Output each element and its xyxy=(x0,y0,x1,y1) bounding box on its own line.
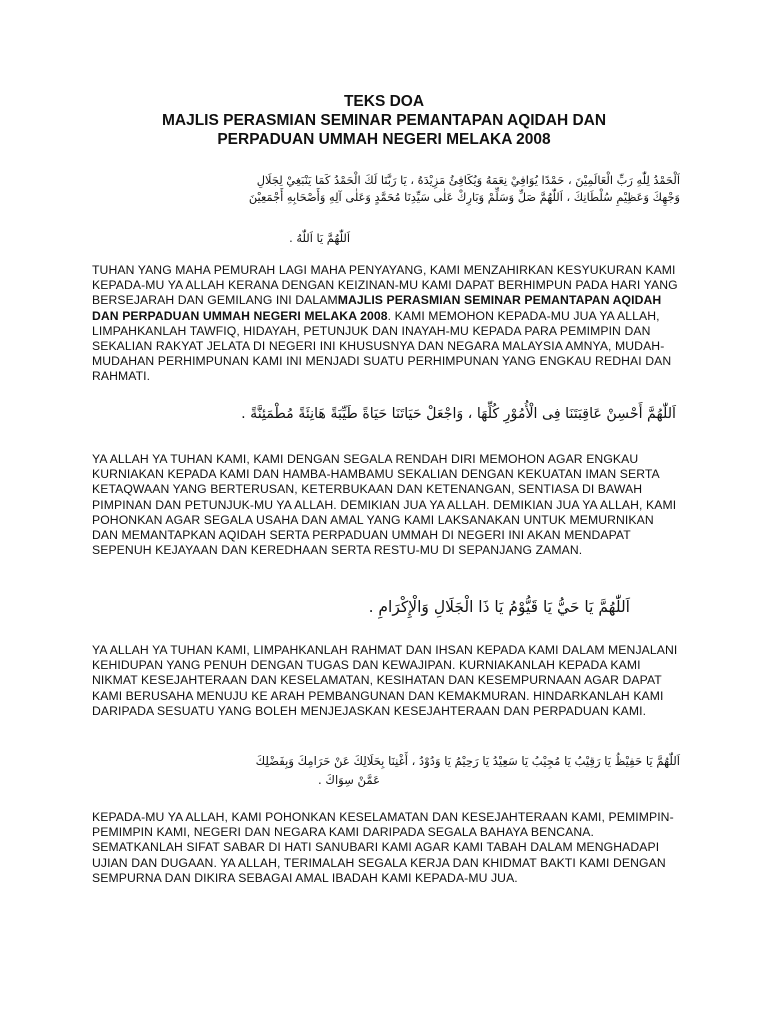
paragraph-4: KEPADA-MU YA ALLAH, KAMI POHONKAN KESELAMATAN DAN KESEJAHTERAAN KAMI, PEMIMPIN-PEMIMPIN KAMI, NEGERI DAN NEGARA KAMI DARIPADA SEGALA BAHAYA BENCANA. SEMATKANLAH SIFAT SABAR DI HATI SANUBARI KAMI AGAR KAMI TABAH DALAM MENGHADAPI UJIAN DAN DUGAAN. YA ALLAH, TERIMALAH SEGALA KERJA DAN KHIDMAT BAKTI KAMI DENGAN SEMPURNA DAN DIKIRA SEBAGAI AMAL IBADAH KAMI KEPADA-MU JUA. xyxy=(92,810,674,885)
paragraph-1 xyxy=(92,263,678,385)
paragraph-2: YA ALLAH YA TUHAN KAMI, KAMI DENGAN SEGALA RENDAH DIRI MEMOHON AGAR ENGKAU KURNIAKAN KEPADA KAMI DAN HAMBA-HAMBAMU SEKALIAN DENGAN KEKUATAN IMAN SERTA KETAQWAAN YANG BERTERUSAN, KETERBUKAAN DAN KETENANGAN, SENTIASA DI BAWAH PIMPINAN DAN PETUNJUK-MU YA ALLAH. DEMIKIAN JUA YA ALLAH. DEMIKIAN JUA YA ALLAH, KAMI POHONKAN AGAR SEGALA USAHA DAN AMAL YANG KAMI LAKSANAKAN UNTUK MEMURNIKAN DAN MEMANTAPKAN AQIDAH SERTA PERPADUAN UMMAH DI NEGERI INI AKAN MENDAPAT SEPENUH KEJAYAAN DAN KEREDHAAN SERTA RESTU-MU DI SEPANJANG ZAMAN. xyxy=(92,452,677,558)
arabic-prayer-3: اَللّٰهُمَّ يَا حَيُّ يَا قَيُّوْمُ يَا ذَا الْجَلَالِ وَالْإِكْرَامِ . xyxy=(368,598,630,616)
title-line-1: TEKS DOA xyxy=(343,93,425,110)
paragraph-1-text-start: TUHAN YANG MAHA PEMURAH LAGI MAHA PENYAYANG, KAMI MENZAHIRKAN KESYUKURAN KAMI KEPADA-MU YA ALLAH KERANA DENGAN KEIZINAN-MU KAMI DAPAT BERHIMPUN PADA HARI YANG BERSEJARAH DAN GEMILANG INI DALAM xyxy=(92,263,678,308)
arabic-opening-line-1: اَلْحَمْدُ لِلّٰهِ رَبِّ الْعَالَمِيْنَ ، حَمْدًا يُوَافِيْ نِعَمَهُ وَيُكَافِئُ مَزِيْدَهُ ، يَا رَبَّنَا لَكَ الْحَمْدُ كَمَا يَنْبَغِيْ لِجَلَالِ xyxy=(256,173,680,187)
title-line-2: MAJLIS PERASMIAN SEMINAR PEMANTAPAN AQIDAH DAN xyxy=(161,112,607,129)
title-line-3: PERPADUAN UMMAH NEGERI MELAKA 2008 xyxy=(217,131,551,148)
arabic-opening-line-2: وَجْهِكَ وَعَظِيْمِ سُلْطَانِكَ ، اَللّٰهُمَّ صَلِّ وَسَلِّمْ وَبَارِكْ عَلٰى سَيِّدِنَا مُحَمَّدٍ وَعَلٰى آلِهِ وَأَصْحَابِهِ أَجْمَعِيْنَ xyxy=(248,190,680,204)
arabic-opening-line-3: اَللّٰهُمَّ يَا اَللّٰهُ . xyxy=(289,231,350,245)
paragraph-1-bold-event-name: MAJLIS PERASMIAN SEMINAR PEMANTAPAN AQIDAH DAN PERPADUAN UMMAH NEGERI MELAKA 2008 xyxy=(92,293,662,323)
arabic-prayer-4-line-2: عَمَّنْ سِوَاكَ . xyxy=(318,773,380,787)
document-title xyxy=(0,92,768,149)
paragraph-3: YA ALLAH YA TUHAN KAMI, LIMPAHKANLAH RAHMAT DAN IHSAN KEPADA KAMI DALAM MENJALANI KEHIDUPAN YANG PENUH DENGAN TUGAS DAN KEWAJIPAN. KURNIAKANLAH KEPADA KAMI NIKMAT KESEJAHTERAAN DAN KESELAMATAN, KESIHATAN DAN KESEMPURNAAN AGAR DAPAT KAMI BERUSAHA MENUJU KE ARAH PEMBANGUNAN DAN KEMAKMURAN. HINDARKANLAH KAMI DARIPADA SESUATU YANG BOLEH MENJEJASKAN KESEJAHTERAAN DAN PERPADUAN KAMI. xyxy=(92,643,678,718)
paragraph-1-text-end: . KAMI MEMOHON KEPADA-MU JUA YA ALLAH, LIMPAHKANLAH TAWFIQ, HIDAYAH, PETUNJUK DAN INAYAH-MU KEPADA PARA PEMIMPIN DAN SEKALIAN RAKYAT JELATA DI NEGERI INI KHUSUSNYA DAN NEGARA MALAYSIA AMNYA, MUDAH-MUDAHAN PERHIMPUNAN KAMI INI MENJADI SUATU PERHIMPUNAN YANG ENGKAU REDHAI DAN RAHMATI. xyxy=(92,308,672,384)
arabic-prayer-4-line-1: اَللّٰهُمَّ يَا حَفِيْظُ يَا رَقِيْبُ يَا مُجِيْبُ يَا سَعِيْدُ يَا رَحِيْمُ يَا وَدُوْدُ ، أَغْنِنَا بِحَلَالِكَ عَنْ حَرَامِكَ وَبِفَضْلِكَ xyxy=(255,754,680,768)
arabic-prayer-2: اَللّٰهُمَّ أَحْسِنْ عَاقِبَتَنَا فِى الْأُمُوْرِ كُلِّهَا ، وَاجْعَلْ حَيَاتَنَا حَيَاةً طَيِّبَةً هَانِئَةً مُطْمَئِنَّةً . xyxy=(241,406,676,422)
